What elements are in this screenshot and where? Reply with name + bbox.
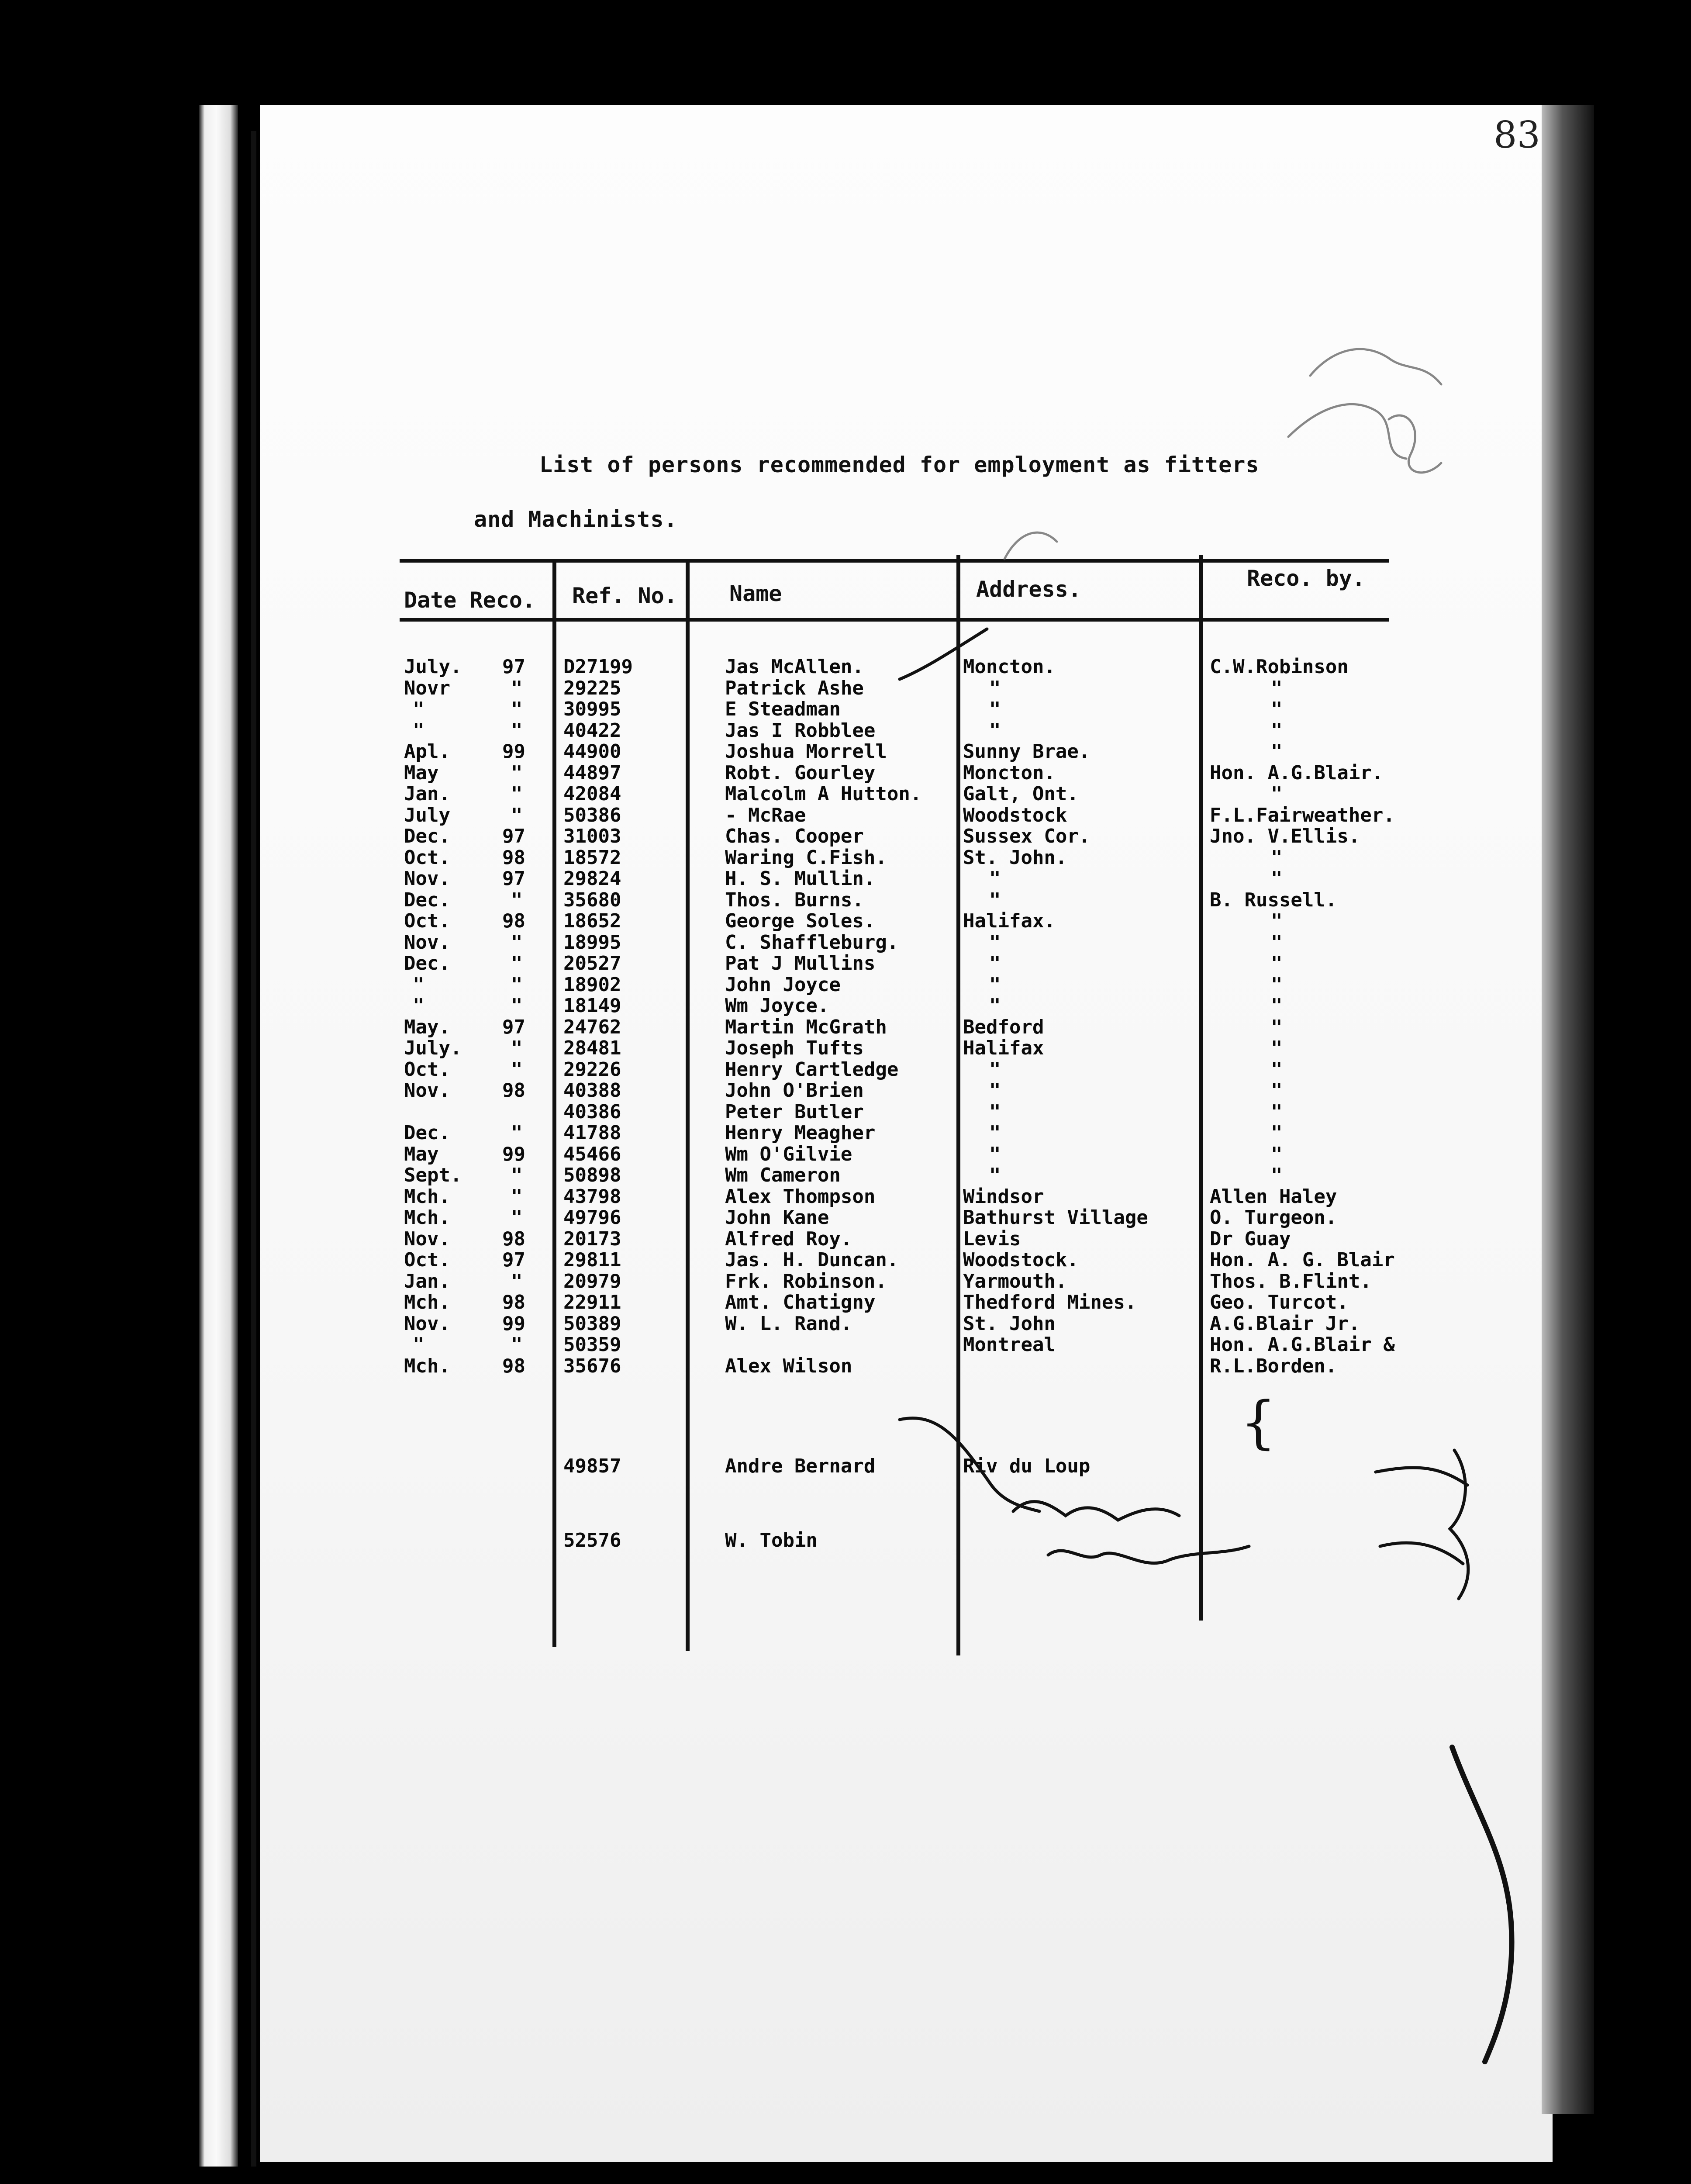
row-name: Jas I Robblee	[725, 719, 876, 742]
row-name: Jas McAllen.	[725, 656, 864, 678]
row-ref-number: 40386	[563, 1100, 621, 1123]
column-header-address: Address.	[976, 577, 1081, 602]
row-month: Mch.	[404, 1291, 450, 1313]
row-ref-number: 29811	[563, 1249, 621, 1271]
row-year: 98	[502, 846, 525, 869]
row-name: Wm Cameron	[725, 1164, 841, 1186]
row-year: 98	[502, 1227, 525, 1250]
row-address: "	[989, 1164, 1001, 1186]
row-reco-by: "	[1271, 677, 1283, 699]
row-address: "	[989, 1100, 1001, 1123]
row-ref-number: 49796	[563, 1206, 621, 1229]
row-year: 97	[502, 867, 525, 890]
row-address: St. John	[963, 1312, 1056, 1335]
row-year: 98	[502, 1355, 525, 1377]
row-reco-by: "	[1271, 1164, 1283, 1186]
row-name: Wm O'Gilvie	[725, 1143, 852, 1165]
row-name: E Steadman	[725, 698, 841, 720]
row-address: Halifax	[963, 1037, 1044, 1059]
row-name: Wm Joyce.	[725, 995, 829, 1017]
row-address: "	[989, 1058, 1001, 1081]
row-reco-by: Hon. A. G. Blair	[1210, 1249, 1395, 1271]
row-year: "	[511, 1270, 523, 1292]
row-reco-by: Geo. Turcot.	[1210, 1291, 1349, 1313]
row-name: John Kane	[725, 1206, 829, 1229]
row-ref-number: 20527	[563, 952, 621, 975]
row-address: "	[989, 1122, 1001, 1144]
row-ref-number: 29824	[563, 867, 621, 890]
row-month: Nov.	[404, 867, 450, 890]
row-name: Thos. Burns.	[725, 888, 864, 911]
row-address: "	[989, 888, 1001, 911]
row-name: Frk. Robinson.	[725, 1270, 887, 1292]
row-ref-number: 40388	[563, 1079, 621, 1102]
page-number: 83	[1494, 114, 1540, 156]
row-ref-number: 44897	[563, 761, 621, 784]
row-reco-by: "	[1271, 1100, 1283, 1123]
row-ref-number: 20979	[563, 1270, 621, 1292]
row-ref-number: 31003	[563, 825, 621, 847]
row-reco-by: "	[1271, 1058, 1283, 1081]
row-address: St. John.	[963, 846, 1067, 869]
row-year: "	[511, 931, 523, 954]
row-ref-number: 52576	[563, 1529, 621, 1552]
row-ref-number: 35676	[563, 1355, 621, 1377]
row-month: Nov.	[404, 1079, 450, 1102]
row-ref-number: D27199	[563, 656, 633, 678]
row-ref-number: 41788	[563, 1122, 621, 1144]
row-year: "	[511, 1122, 523, 1144]
row-reco-by: Thos. B.Flint.	[1210, 1270, 1372, 1292]
row-name: Waring C.Fish.	[725, 846, 887, 869]
row-reco-by: "	[1271, 931, 1283, 954]
row-reco-by: A.G.Blair Jr.	[1210, 1312, 1360, 1335]
row-ref-number: 20173	[563, 1227, 621, 1250]
row-ref-number: 18149	[563, 995, 621, 1017]
row-ref-number: 50898	[563, 1164, 621, 1186]
row-year: 97	[502, 1249, 525, 1271]
row-reco-by: "	[1271, 952, 1283, 975]
row-year: "	[511, 1185, 523, 1208]
row-month: Nov.	[404, 931, 450, 954]
column-header-ref: Ref. No.	[572, 583, 677, 608]
row-month: Dec.	[404, 1122, 450, 1144]
row-year: 97	[502, 1016, 525, 1038]
row-reco-by: "	[1271, 1143, 1283, 1165]
row-ref-number: 44900	[563, 740, 621, 763]
row-address: Halifax.	[963, 910, 1056, 932]
row-address: Yarmouth.	[963, 1270, 1067, 1292]
row-month: Nov.	[404, 1312, 450, 1335]
row-address: "	[989, 867, 1001, 890]
row-address: Woodstock.	[963, 1249, 1079, 1271]
row-name: John O'Brien	[725, 1079, 864, 1102]
row-address: Moncton.	[963, 656, 1056, 678]
row-month: July.	[404, 1037, 462, 1059]
row-month: Oct.	[404, 910, 450, 932]
row-ref-number: 40422	[563, 719, 621, 742]
row-month: Novr	[404, 677, 450, 699]
row-year: "	[511, 1206, 523, 1229]
row-name: Jas. H. Duncan.	[725, 1249, 899, 1271]
row-year: "	[511, 698, 523, 720]
row-name: Martin McGrath	[725, 1016, 887, 1038]
row-month: Mch.	[404, 1355, 450, 1377]
row-ref-number: 45466	[563, 1143, 621, 1165]
row-name: Patrick Ashe	[725, 677, 864, 699]
row-month: May	[404, 761, 439, 784]
row-reco-by: "	[1271, 867, 1283, 890]
row-address: "	[989, 952, 1001, 975]
row-address: "	[989, 719, 1001, 742]
row-reco-by: "	[1271, 698, 1283, 720]
row-reco-by: Dr Guay	[1210, 1227, 1291, 1250]
column-header-date: Date Reco.	[404, 587, 536, 613]
row-year: "	[511, 995, 523, 1017]
row-ref-number: 29226	[563, 1058, 621, 1081]
row-address: Bathurst Village	[963, 1206, 1148, 1229]
row-year: 97	[502, 656, 525, 678]
row-name: George Soles.	[725, 910, 876, 932]
row-address: "	[989, 1079, 1001, 1102]
row-reco-by: "	[1271, 740, 1283, 763]
row-year: "	[511, 804, 523, 826]
row-reco-by: Hon. A.G.Blair &	[1210, 1334, 1395, 1356]
row-year: 99	[502, 1312, 525, 1335]
row-year: "	[511, 783, 523, 805]
row-month: May	[404, 1143, 439, 1165]
row-address: Sussex Cor.	[963, 825, 1091, 847]
row-address: Sunny Brae.	[963, 740, 1091, 763]
row-month: "	[413, 973, 424, 996]
row-reco-by: R.L.Borden.	[1210, 1355, 1337, 1377]
row-address: "	[989, 995, 1001, 1017]
row-name: Malcolm A Hutton.	[725, 783, 922, 805]
row-name: Chas. Cooper	[725, 825, 864, 847]
row-address: Windsor	[963, 1185, 1044, 1208]
row-year: "	[511, 1037, 523, 1059]
row-year: "	[511, 952, 523, 975]
row-reco-by: Allen Haley	[1210, 1185, 1337, 1208]
row-reco-by: Jno. V.Ellis.	[1210, 825, 1360, 847]
row-ref-number: 30995	[563, 698, 621, 720]
row-year: 98	[502, 1079, 525, 1102]
row-name: Pat J Mullins	[725, 952, 876, 975]
row-month: Dec.	[404, 825, 450, 847]
row-ref-number: 18652	[563, 910, 621, 932]
row-month: Mch.	[404, 1206, 450, 1229]
row-reco-by: "	[1271, 719, 1283, 742]
row-reco-by: "	[1271, 973, 1283, 996]
row-month: "	[413, 719, 424, 742]
row-address: "	[989, 1143, 1001, 1165]
row-name: W. Tobin	[725, 1529, 818, 1552]
row-year: "	[511, 1164, 523, 1186]
row-address: Woodstock	[963, 804, 1067, 826]
row-address: Levis	[963, 1227, 1021, 1250]
row-address: Bedford	[963, 1016, 1044, 1038]
row-year: 98	[502, 1291, 525, 1313]
row-month: Oct.	[404, 846, 450, 869]
row-year: "	[511, 888, 523, 911]
row-ref-number: 35680	[563, 888, 621, 911]
row-name: Peter Butler	[725, 1100, 864, 1123]
row-month: Dec.	[404, 952, 450, 975]
row-month: Oct.	[404, 1249, 450, 1271]
row-address: Riv du Loup	[963, 1455, 1091, 1477]
row-month: July.	[404, 656, 462, 678]
row-reco-by: C.W.Robinson	[1210, 656, 1349, 678]
row-month: Jan.	[404, 1270, 450, 1292]
row-month: Sept.	[404, 1164, 462, 1186]
row-month: May.	[404, 1016, 450, 1038]
row-reco-by: "	[1271, 910, 1283, 932]
row-reco-by: F.L.Fairweather.	[1210, 804, 1395, 826]
row-reco-by: "	[1271, 846, 1283, 869]
row-ref-number: 28481	[563, 1037, 621, 1059]
row-address: "	[989, 677, 1001, 699]
row-year: 98	[502, 910, 525, 932]
row-ref-number: 18572	[563, 846, 621, 869]
row-year: 99	[502, 740, 525, 763]
row-month: Mch.	[404, 1185, 450, 1208]
row-reco-by: "	[1271, 1016, 1283, 1038]
column-header-reco-by: Reco. by.	[1247, 566, 1365, 591]
row-ref-number: 50359	[563, 1334, 621, 1356]
row-name: C. Shaffleburg.	[725, 931, 899, 954]
row-name: Henry Cartledge	[725, 1058, 899, 1081]
row-month: Oct.	[404, 1058, 450, 1081]
row-month: "	[413, 1334, 424, 1356]
row-reco-by: "	[1271, 1079, 1283, 1102]
row-ref-number: 29225	[563, 677, 621, 699]
row-ref-number: 18902	[563, 973, 621, 996]
row-address: "	[989, 931, 1001, 954]
row-month: Dec.	[404, 888, 450, 911]
row-reco-by: Hon. A.G.Blair.	[1210, 761, 1384, 784]
row-month: "	[413, 698, 424, 720]
row-year: "	[511, 761, 523, 784]
row-ref-number: 50386	[563, 804, 621, 826]
row-ref-number: 24762	[563, 1016, 621, 1038]
row-name: Joseph Tufts	[725, 1037, 864, 1059]
row-ref-number: 43798	[563, 1185, 621, 1208]
row-year: "	[511, 973, 523, 996]
row-ref-number: 18995	[563, 931, 621, 954]
row-name: Robt. Gourley	[725, 761, 876, 784]
row-reco-by: "	[1271, 1037, 1283, 1059]
row-year: "	[511, 1334, 523, 1356]
row-reco-by: "	[1271, 1122, 1283, 1144]
row-month: "	[413, 995, 424, 1017]
row-month: Nov.	[404, 1227, 450, 1250]
row-name: Amt. Chatigny	[725, 1291, 876, 1313]
row-reco-by: O. Turgeon.	[1210, 1206, 1337, 1229]
row-year: "	[511, 719, 523, 742]
row-ref-number: 50389	[563, 1312, 621, 1335]
row-month: Jan.	[404, 783, 450, 805]
document-title-line2: and Machinists.	[474, 507, 678, 532]
row-ref-number: 42084	[563, 783, 621, 805]
row-reco-by: "	[1271, 783, 1283, 805]
row-name: Henry Meagher	[725, 1122, 876, 1144]
row-name: Andre Bernard	[725, 1455, 876, 1477]
row-name: W. L. Rand.	[725, 1312, 852, 1335]
row-year: 97	[502, 825, 525, 847]
row-year: "	[511, 677, 523, 699]
row-ref-number: 49857	[563, 1455, 621, 1477]
document-title-line1: List of persons recommended for employment as fitters	[539, 452, 1260, 477]
row-month: July	[404, 804, 450, 826]
row-year: "	[511, 1058, 523, 1081]
row-name: Joshua Morrell	[725, 740, 887, 763]
row-name: Alex Wilson	[725, 1355, 852, 1377]
row-address: Thedford Mines.	[963, 1291, 1137, 1313]
row-address: Moncton.	[963, 761, 1056, 784]
row-ref-number: 22911	[563, 1291, 621, 1313]
column-header-name: Name	[729, 581, 782, 606]
row-reco-by: B. Russell.	[1210, 888, 1337, 911]
row-name: Alex Thompson	[725, 1185, 876, 1208]
row-name: Alfred Roy.	[725, 1227, 852, 1250]
row-address: "	[989, 973, 1001, 996]
row-address: "	[989, 698, 1001, 720]
row-address: Montreal	[963, 1334, 1056, 1356]
row-name: John Joyce	[725, 973, 841, 996]
row-name: - McRae	[725, 804, 806, 826]
row-name: H. S. Mullin.	[725, 867, 876, 890]
row-address: Galt, Ont.	[963, 783, 1079, 805]
bracket-mark: {	[1240, 1389, 1277, 1455]
row-year: 99	[502, 1143, 525, 1165]
row-month: Apl.	[404, 740, 450, 763]
row-reco-by: "	[1271, 995, 1283, 1017]
